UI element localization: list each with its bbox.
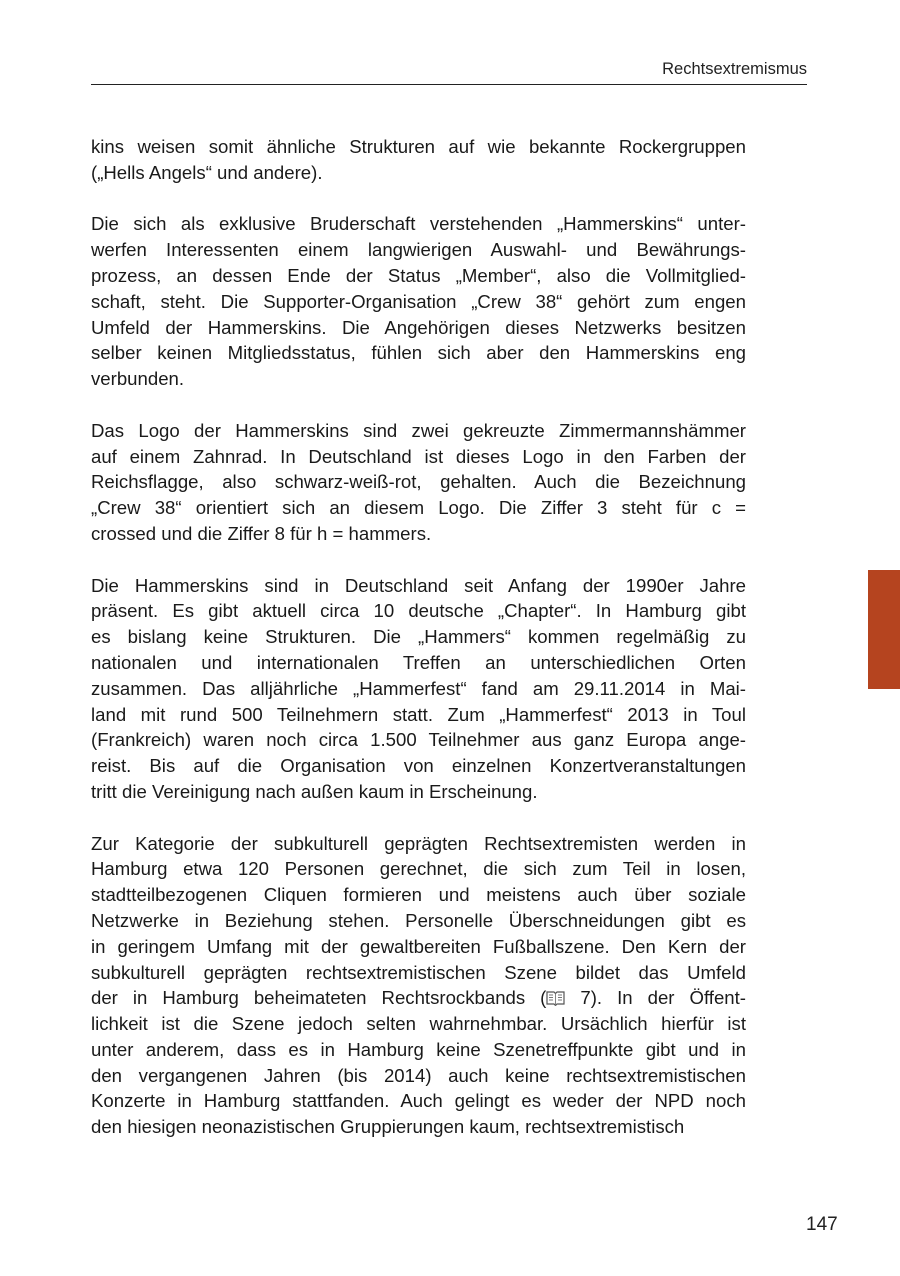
- header-title: Rechtsextremismus: [662, 60, 807, 78]
- text-line: (Frankreich) waren noch circa 1.500 Teilnehmer aus ganz Europa ange-: [91, 729, 746, 751]
- running-header: [91, 58, 807, 85]
- text-line: Hamburg etwa 120 Personen gerechnet, die sich zum Teil in losen,: [91, 858, 746, 880]
- text-line: in geringem Umfang mit der gewaltbereiten Fußballszene. Den Kern der: [91, 935, 746, 957]
- text-line: den hiesigen neonazistischen Gruppierungen kaum, rechtsextremistisch: [91, 1116, 685, 1138]
- text-line: stadtteilbezogenen Cliquen formieren und meistens auch über soziale: [91, 884, 746, 906]
- text-line: („Hells Angels“ und andere).: [91, 161, 323, 183]
- paragraph: [91, 418, 746, 547]
- text-line: unter anderem, dass es in Hamburg keine Szenetreffpunkte gibt und in: [91, 1038, 746, 1060]
- text-line: es bislang keine Strukturen. Die „Hammers“ kommen regelmäßig zu: [91, 626, 746, 648]
- text-line: crossed und die Ziffer 8 für h = hammers.: [91, 522, 432, 544]
- text-line: präsent. Es gibt aktuell circa 10 deutsche „Chapter“. In Hamburg gibt: [91, 600, 746, 622]
- text-line: subkulturell geprägten rechtsextremistischen Szene bildet das Umfeld: [91, 961, 746, 983]
- text-line: werfen Interessenten einem langwierigen Auswahl- und Bewährungs-: [91, 239, 746, 261]
- text-line: reist. Bis auf die Organisation von einzelnen Konzertveranstaltungen: [91, 755, 746, 777]
- text-line: auf einem Zahnrad. In Deutschland ist dieses Logo in den Farben der: [91, 445, 746, 467]
- text-run: der in Hamburg beheimateten Rechtsrockbands (: [91, 987, 547, 1009]
- text-line: kins weisen somit ähnliche Strukturen auf wie bekannte Rockergruppen: [91, 136, 746, 157]
- text-line: selber keinen Mitgliedsstatus, fühlen sich aber den Hammerskins eng: [91, 342, 746, 364]
- text-line: „Crew 38“ orientiert sich an diesem Logo. Die Ziffer 3 steht für c =: [91, 497, 746, 519]
- paragraph: [91, 211, 746, 392]
- text-line: verbunden.: [91, 368, 185, 390]
- text-line: tritt die Vereinigung nach außen kaum in Erscheinung.: [91, 780, 538, 802]
- paragraph: [91, 134, 746, 186]
- text-run: 7). In der Öffent-: [565, 987, 746, 1009]
- text-line: nationalen und internationalen Treffen an unterschiedlichen Orten: [91, 651, 746, 673]
- body-text: [91, 134, 746, 1166]
- book-icon: [546, 987, 565, 1013]
- text-line: schaft, steht. Die Supporter-Organisation „Crew 38“ gehört zum engen: [91, 290, 746, 312]
- text-line: Umfeld der Hammerskins. Die Angehörigen dieses Netzwerks besitzen: [91, 316, 746, 338]
- text-line: Konzerte in Hamburg stattfanden. Auch gelingt es weder der NPD noch: [91, 1090, 746, 1112]
- text-line: [91, 985, 746, 1011]
- text-line: zusammen. Das alljährliche „Hammerfest“ fand am 29.11.2014 in Mai-: [91, 677, 746, 699]
- paragraph: [91, 573, 746, 805]
- text-line: prozess, an dessen Ende der Status „Member“, also die Vollmitglied-: [91, 264, 746, 286]
- text-line: Die Hammerskins sind in Deutschland seit Anfang der 1990er Jahre: [91, 574, 746, 596]
- text-line: den vergangenen Jahren (bis 2014) auch keine rechtsextremistischen: [91, 1064, 746, 1086]
- text-line: Zur Kategorie der subkulturell geprägten Rechtsextremisten werden in: [91, 832, 746, 854]
- paragraph: [91, 831, 746, 1141]
- text-line: land mit rund 500 Teilnehmern statt. Zum „Hammerfest“ 2013 in Toul: [91, 703, 746, 725]
- chapter-tab-marker: [868, 570, 900, 689]
- text-line: Reichsflagge, also schwarz-weiß-rot, gehalten. Auch die Bezeichnung: [91, 471, 746, 493]
- text-line: Das Logo der Hammerskins sind zwei gekreuzte Zimmermannshämmer: [91, 419, 746, 441]
- text-line: Die sich als exklusive Bruderschaft verstehenden „Hammerskins“ unter-: [91, 213, 746, 235]
- text-line: Netzwerke in Beziehung stehen. Personelle Überschneidungen gibt es: [91, 909, 746, 931]
- page-number: 147: [806, 1214, 838, 1235]
- text-line: lichkeit ist die Szene jedoch selten wahrnehmbar. Ursächlich hierfür ist: [91, 1013, 746, 1035]
